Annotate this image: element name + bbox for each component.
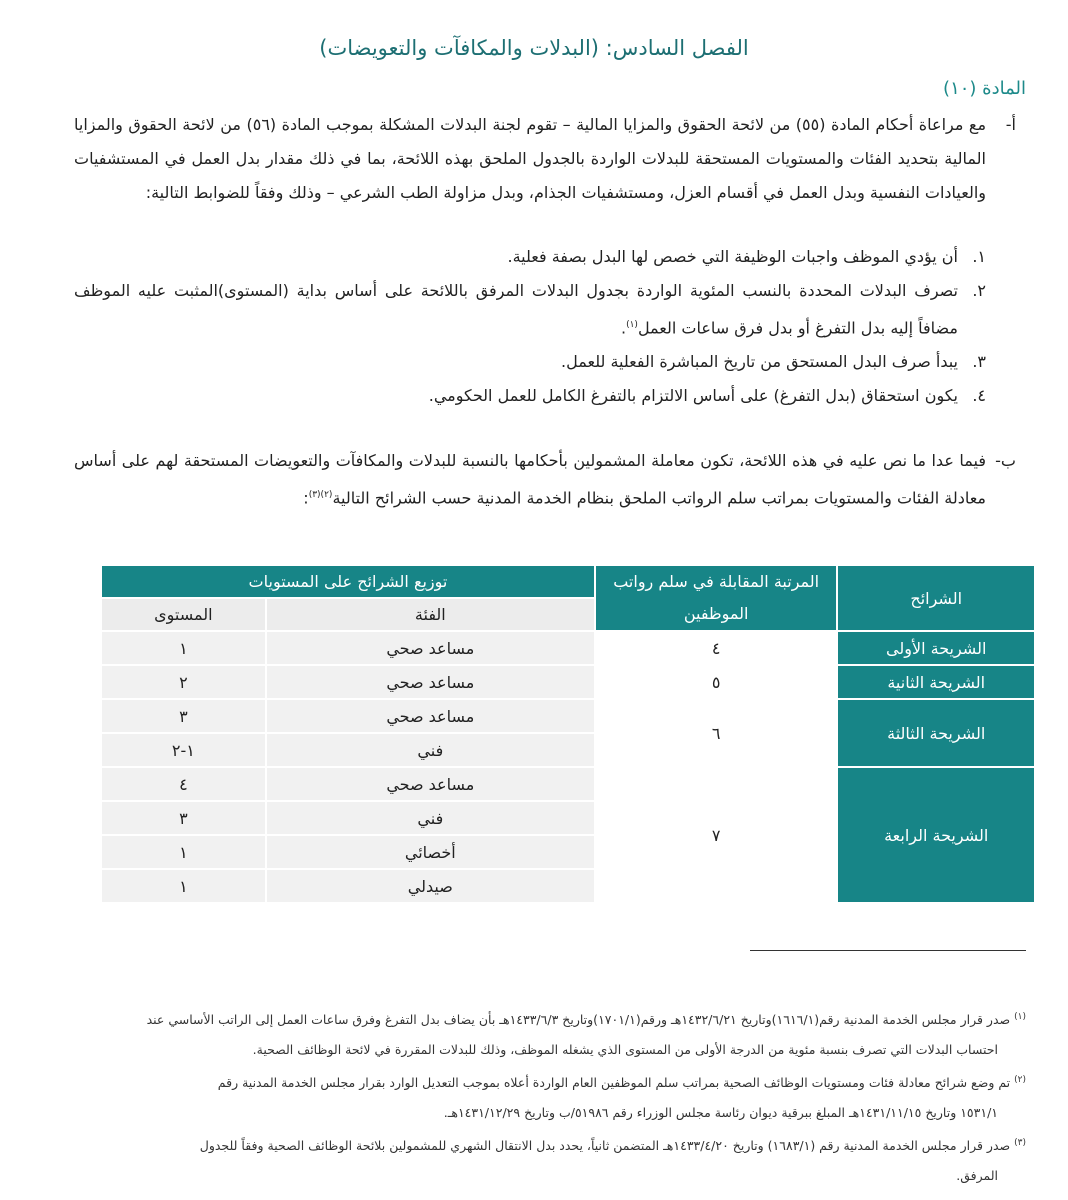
footnote-divider: [750, 950, 1026, 951]
category-cell: مساعد صحي: [266, 767, 595, 801]
table-row: [101, 665, 1035, 699]
tier-cell: الشريحة الثانية: [837, 665, 1035, 699]
footnote-1: $^{(١)}$ صدر قرار مجلس الخدمة المدنية رقم(١٦١٦/١)وتاريخ ١٤٣٢/٦/٢١هـ ورقم(١٧٠١/١)وتاريخ ١٤٣٣/٦/٣هـ بأن يضاف بدل التفرغ وفرق ساعات العمل إلى الراتب الأساسي عند: [146, 1012, 1026, 1028]
rank-cell: ٤: [595, 631, 837, 665]
list-item: ٣. يبدأ صرف البدل المستحق من تاريخ المباشرة الفعلية للعمل.: [561, 352, 986, 372]
level-cell: ١: [101, 835, 266, 869]
article-heading: المادة (١٠): [943, 78, 1026, 99]
tier-cell: الشريحة الأولى: [837, 631, 1035, 665]
footnote-2: $^{(٢)}$ تم وضع شرائح معادلة فئات ومستويات الوظائف الصحية بمراتب سلم الموظفين العام الواردة أعلاه بموجب التعديل الوارد بقرار مجلس الخدمة المدنية رقم: [217, 1075, 1026, 1091]
level-cell: ٣: [101, 801, 266, 835]
category-cell: فني: [266, 801, 595, 835]
table-row: [101, 767, 1035, 801]
level-cell: ١: [101, 631, 266, 665]
category-cell: فني: [266, 733, 595, 767]
chapter-title: الفصل السادس: (البدلات والمكافآت والتعويضات): [319, 36, 749, 60]
category-cell: مساعد صحي: [266, 699, 595, 733]
header-level: المستوى: [101, 598, 266, 631]
list-item: ٤. يكون استحقاق (بدل التفرغ) على أساس الالتزام بالتفرغ الكامل للعمل الحكومي.: [428, 386, 986, 406]
header-tier: الشرائح: [837, 565, 1035, 631]
category-cell: مساعد صحي: [266, 665, 595, 699]
header-category: الفئة: [266, 598, 595, 631]
category-cell: أخصائي: [266, 835, 595, 869]
list-item: ١. أن يؤدي الموظف واجبات الوظيفة التي خصص لها البدل بصفة فعلية.: [507, 247, 986, 266]
rank-cell: ٧: [595, 767, 837, 903]
level-cell: ٤: [101, 767, 266, 801]
level-cell: ٢: [101, 665, 266, 699]
section-b: ب- فيما عدا ما نص عليه في هذه اللائحة، تكون معاملة المشمولين بأحكامها بالنسبة للبدلات والمكافآت والتعويضات المستحقة لهم على أساس معادلة الفئات والمستويات بمراتب سلم الرواتب الملحق بنظام الخدمة المدنية حسب الشرائح التالية$^{(٢)(٣)}$:: [74, 444, 986, 515]
tier-cell: الشريحة الرابعة: [837, 767, 1035, 903]
footnote-3: $^{(٣)}$ صدر قرار مجلس الخدمة المدنية رقم (١٦٨٣/١) وتاريخ ١٤٣٣/٤/٢٠هـ المتضمن ثانياً، يحدد بدل الانتقال الشهري للمشمولين بلائحة الوظائف الصحية وفقاً للجدول: [199, 1138, 1026, 1154]
level-cell: ١: [101, 869, 266, 903]
table-row: [101, 631, 1035, 665]
section-b-text: فيما عدا ما نص عليه في هذه اللائحة، تكون معاملة المشمولين بأحكامها بالنسبة للبدلات والمكافآت والتعويضات المستحقة لهم على أساس معادلة الفئات والمستويات بمراتب سلم الرواتب الملحق بنظام الخدمة المدنية حسب الشرائح التالية: [74, 451, 986, 508]
rank-cell: ٦: [595, 699, 837, 767]
section-a-text: مع مراعاة أحكام المادة (٥٥) من لائحة الحقوق والمزايا المالية – تقوم لجنة البدلات المشكلة بموجب المادة (٥٦) من لائحة الحقوق والمزايا المالية بتحديد الفئات والمستويات المستحقة للبدلات الواردة بالجدول الملحق بهذه اللائحة، بما في ذلك مقدار بدل العمل في المستشفيات والعيادات النفسية وبدل العمل في أقسام العزل، ومستشفيات الجذام، وبدل مزاولة الطب الشرعي – وذلك وفقاً للضوابط التالية:: [74, 115, 987, 202]
header-distribution: توزيع الشرائح على المستويات: [101, 565, 595, 598]
section-a-items: [74, 240, 986, 413]
table-row: [101, 699, 1035, 733]
tiers-table: [100, 564, 1036, 904]
footnote-ref[interactable]: (١): [626, 320, 638, 330]
category-cell: مساعد صحي: [266, 631, 595, 665]
category-cell: صيدلي: [266, 869, 595, 903]
footnote-ref[interactable]: (٢)(٣): [308, 490, 333, 500]
rank-cell: ٥: [595, 665, 837, 699]
footnotes: $^{(١)}$ صدر قرار مجلس الخدمة المدنية رقم(١٦١٦/١)وتاريخ ١٤٣٢/٦/٢١هـ ورقم(١٧٠١/١)وتاريخ ١٤٣٣/٦/٣هـ بأن يضاف بدل التفرغ وفرق ساعات العمل إلى الراتب الأساسي عند احتساب البدلات التي تصرف بنسبة مئوية من الدرجة الأولى من المستوى الذي يشغله الموظف، وذلك للبدلات المقررة في لائحة الوظائف الصحية. $^{(٢)}$ تم وضع شرائح معادلة فئات ومستويات الوظائف الصحية بمراتب سلم الموظفين العام الواردة أعلاه بموجب التعديل الوارد بقرار مجلس الخدمة المدنية رقم ١٥٣١/١ وتاريخ ١٤٣١/١١/١٥هـ المبلغ ببرقية ديوان رئاسة مجلس الوزراء رقم ٥١٩٨٦/ب وتاريخ ١٤٣١/١٢/٢٩هـ. $^{(٣)}$ صدر قرار مجلس الخدمة المدنية رقم (١٦٨٣/١) وتاريخ ١٤٣٣/٤/٢٠هـ المتضمن ثانياً، يحدد بدل الانتقال الشهري للمشمولين بلائحة الوظائف الصحية وفقاً للجدول المرفق.: [40, 1002, 1026, 1191]
header-rank: المرتبة المقابلة في سلم رواتب الموظفين: [595, 565, 837, 631]
list-item: ٢. تصرف البدلات المحددة بالنسب المئوية الواردة بجدول البدلات المرفق باللائحة على أساس بداية (المستوى)المثبت عليه الموظف مضافاً إليه بدل التفرغ أو بدل فرق ساعات العمل$^{(١)}$.: [74, 281, 986, 338]
level-cell: ٣: [101, 699, 266, 733]
section-a-label: أ-: [1005, 115, 1016, 134]
section-b-label: ب-: [995, 451, 1016, 470]
section-a: [74, 108, 1016, 210]
tier-cell: الشريحة الثالثة: [837, 699, 1035, 767]
level-cell: ١-٢: [101, 733, 266, 767]
